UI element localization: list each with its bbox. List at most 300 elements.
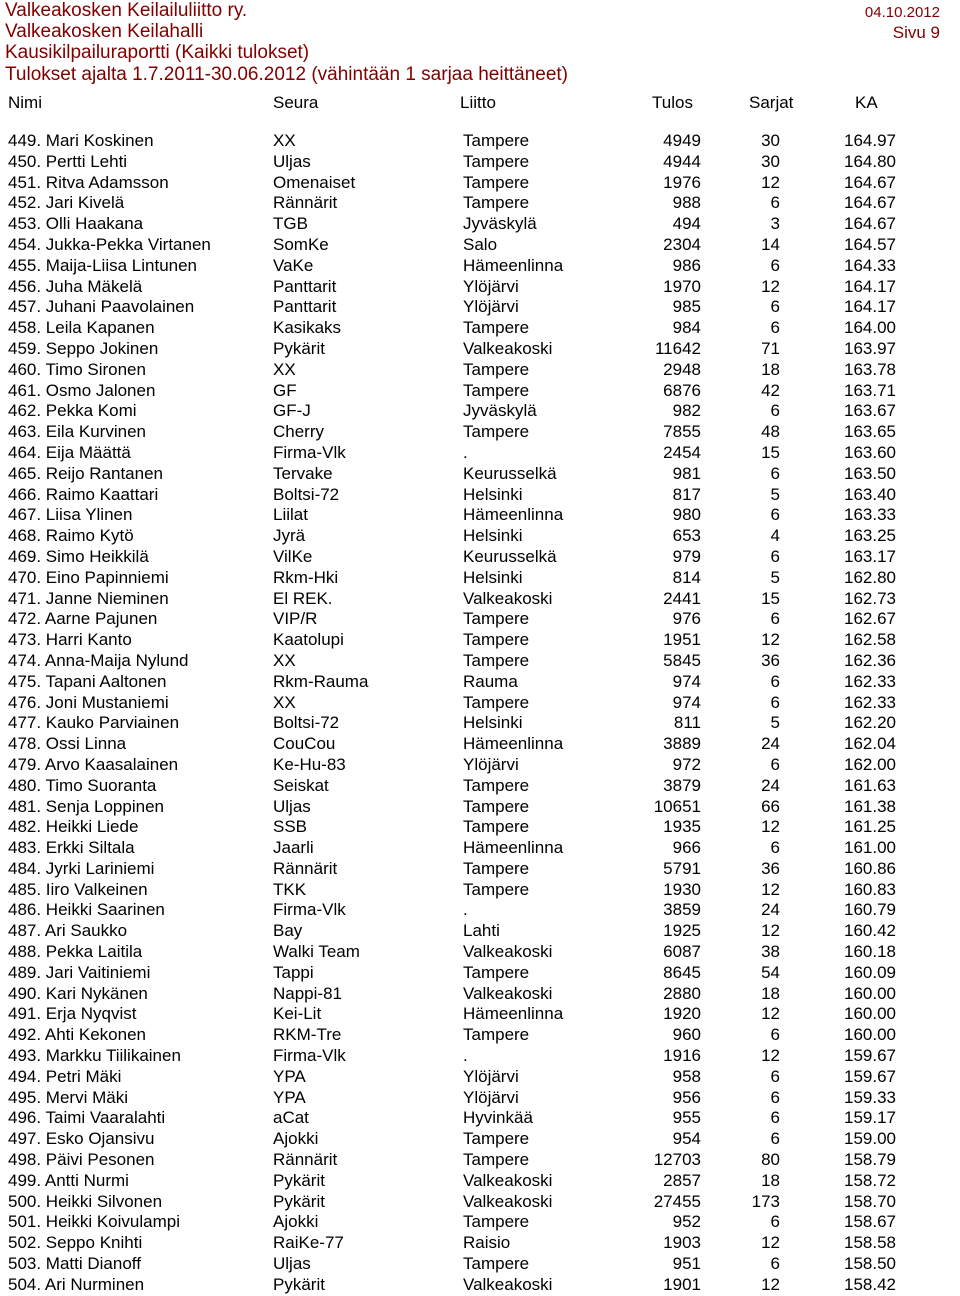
table-row — [0, 817, 960, 838]
association-name: Helsinki — [463, 567, 523, 587]
average-score: 159.67 — [844, 1066, 896, 1086]
series-count: 6 — [770, 692, 780, 712]
association-name: Tampere — [463, 692, 530, 712]
series-count: 12 — [761, 879, 780, 899]
total-pins: 980 — [672, 505, 701, 525]
player-name: 485. Iiro Valkeinen — [8, 879, 148, 899]
series-count: 5 — [770, 567, 780, 587]
series-count: 12 — [761, 921, 780, 941]
average-score: 163.40 — [844, 484, 896, 504]
series-count: 4 — [770, 526, 780, 546]
total-pins: 2880 — [663, 983, 701, 1003]
average-score: 159.67 — [844, 1046, 896, 1066]
total-pins: 5791 — [663, 858, 701, 878]
average-score: 160.00 — [844, 983, 896, 1003]
table-row — [0, 734, 960, 755]
series-count: 6 — [770, 1066, 780, 1086]
average-score: 161.25 — [844, 817, 896, 837]
club-name: CouCou — [273, 734, 336, 754]
series-count: 80 — [761, 1150, 780, 1170]
series-count: 12 — [761, 630, 780, 650]
total-pins: 981 — [672, 463, 701, 483]
total-pins: 12703 — [653, 1150, 701, 1170]
series-count: 6 — [770, 401, 780, 421]
series-count: 18 — [761, 359, 780, 379]
player-name: 461. Osmo Jalonen — [8, 380, 156, 400]
player-name: 449. Mari Koskinen — [8, 131, 154, 150]
series-count: 6 — [770, 1129, 780, 1149]
average-score: 162.04 — [844, 734, 896, 754]
table-row — [0, 1046, 960, 1067]
average-score: 164.00 — [844, 318, 896, 338]
table-row — [0, 422, 960, 443]
average-score: 159.00 — [844, 1129, 896, 1149]
table-row — [0, 1275, 960, 1296]
table-row — [0, 193, 960, 214]
club-name: Panttarit — [273, 276, 337, 296]
total-pins: 5845 — [663, 650, 701, 670]
club-name: Jyrä — [273, 526, 306, 546]
total-pins: 2441 — [663, 588, 701, 608]
player-name: 473. Harri Kanto — [8, 630, 132, 650]
total-pins: 653 — [672, 526, 701, 546]
club-name: XX — [273, 692, 296, 712]
column-header-name: Nimi — [8, 93, 42, 112]
club-name: Rännärit — [273, 858, 338, 878]
total-pins: 3879 — [663, 775, 701, 795]
total-pins: 960 — [672, 1025, 701, 1045]
player-name: 504. Ari Nurminen — [8, 1274, 145, 1294]
total-pins: 817 — [672, 484, 701, 504]
club-name: Ajokki — [273, 1212, 319, 1232]
club-name: TKK — [273, 879, 307, 899]
table-row — [0, 1171, 960, 1192]
club-name: Panttarit — [273, 297, 337, 317]
average-score: 158.50 — [844, 1254, 896, 1274]
club-name: TGB — [273, 214, 308, 234]
club-name: aCat — [273, 1108, 309, 1128]
association-name: Tampere — [463, 193, 530, 213]
club-name: SSB — [273, 817, 308, 837]
table-row — [0, 318, 960, 339]
club-name: RaiKe-77 — [273, 1233, 344, 1253]
series-count: 6 — [770, 609, 780, 629]
association-name: Keurusselkä — [463, 546, 557, 566]
table-row — [0, 152, 960, 173]
table-row — [0, 297, 960, 318]
association-name: Ylöjärvi — [463, 297, 519, 317]
player-name: 458. Leila Kapanen — [8, 318, 155, 338]
series-count: 24 — [761, 734, 780, 754]
total-pins: 972 — [672, 754, 701, 774]
association-name: Valkeakoski — [463, 983, 553, 1003]
association-name: Valkeakoski — [463, 588, 553, 608]
association-name: . — [463, 900, 468, 920]
table-row — [0, 401, 960, 422]
average-score: 162.00 — [844, 754, 896, 774]
table-row — [0, 277, 960, 298]
average-score: 163.60 — [844, 442, 896, 462]
total-pins: 1970 — [663, 276, 701, 296]
table-row — [0, 797, 960, 818]
series-count: 6 — [770, 297, 780, 317]
series-count: 6 — [770, 1108, 780, 1128]
table-row — [0, 609, 960, 630]
player-name: 498. Päivi Pesonen — [8, 1150, 155, 1170]
association-name: Tampere — [463, 796, 530, 816]
association-name: Tampere — [463, 380, 530, 400]
club-name: Tappi — [273, 962, 314, 982]
club-name: Pykärit — [273, 1170, 325, 1190]
player-name: 472. Aarne Pajunen — [8, 609, 158, 629]
player-name: 486. Heikki Saarinen — [8, 900, 165, 920]
org-name: Valkeakosken Keilailuliitto ry. — [5, 0, 248, 21]
table-row — [0, 131, 960, 152]
series-count: 30 — [761, 151, 780, 171]
table-row — [0, 963, 960, 984]
club-name: SomKe — [273, 234, 329, 254]
average-score: 160.83 — [844, 879, 896, 899]
club-name: RKM-Tre — [273, 1025, 342, 1045]
table-row — [0, 921, 960, 942]
average-score: 158.70 — [844, 1191, 896, 1211]
association-name: Valkeakoski — [463, 1170, 553, 1190]
table-row — [0, 1025, 960, 1046]
association-name: Tampere — [463, 817, 530, 837]
association-name: Jyväskylä — [463, 214, 537, 234]
association-name: Hämeenlinna — [463, 1004, 564, 1024]
player-name: 481. Senja Loppinen — [8, 796, 164, 816]
club-name: XX — [273, 359, 296, 379]
association-name: Tampere — [463, 422, 530, 442]
player-name: 501. Heikki Koivulampi — [8, 1212, 180, 1232]
total-pins: 966 — [672, 838, 701, 858]
series-count: 6 — [770, 318, 780, 338]
club-name: Kei-Lit — [273, 1004, 322, 1024]
table-row — [0, 1067, 960, 1088]
association-name: Tampere — [463, 962, 530, 982]
table-row — [0, 1129, 960, 1150]
average-score: 162.73 — [844, 588, 896, 608]
average-score: 160.86 — [844, 858, 896, 878]
club-name: Uljas — [273, 796, 311, 816]
player-name: 455. Maija-Liisa Lintunen — [8, 255, 198, 275]
column-header-association: Liitto — [460, 93, 496, 112]
column-header-average: KA — [855, 93, 878, 112]
total-pins: 2857 — [663, 1170, 701, 1190]
club-name: VaKe — [273, 255, 314, 275]
average-score: 164.67 — [844, 172, 896, 192]
average-score: 160.42 — [844, 921, 896, 941]
average-score: 163.67 — [844, 401, 896, 421]
association-name: Ylöjärvi — [463, 276, 519, 296]
table-row — [0, 443, 960, 464]
series-count: 66 — [761, 796, 780, 816]
table-row — [0, 485, 960, 506]
average-score: 163.97 — [844, 338, 896, 358]
series-count: 6 — [770, 1254, 780, 1274]
average-score: 160.79 — [844, 900, 896, 920]
total-pins: 7855 — [663, 422, 701, 442]
total-pins: 1930 — [663, 879, 701, 899]
series-count: 24 — [761, 775, 780, 795]
series-count: 15 — [761, 588, 780, 608]
series-count: 18 — [761, 983, 780, 1003]
total-pins: 954 — [672, 1129, 701, 1149]
club-name: Uljas — [273, 1254, 311, 1274]
total-pins: 1920 — [663, 1004, 701, 1024]
player-name: 457. Juhani Paavolainen — [8, 297, 195, 317]
club-name: XX — [273, 650, 296, 670]
average-score: 162.80 — [844, 567, 896, 587]
player-name: 450. Pertti Lehti — [8, 151, 128, 171]
average-score: 164.97 — [844, 131, 896, 150]
series-count: 6 — [770, 505, 780, 525]
average-score: 161.38 — [844, 796, 896, 816]
table-row — [0, 942, 960, 963]
average-score: 162.33 — [844, 671, 896, 691]
club-name: Firma-Vlk — [273, 1046, 346, 1066]
table-row — [0, 173, 960, 194]
total-pins: 27455 — [653, 1191, 701, 1211]
table-row — [0, 900, 960, 921]
total-pins: 952 — [672, 1212, 701, 1232]
average-score: 162.33 — [844, 692, 896, 712]
club-name: VIP/R — [273, 609, 318, 629]
association-name: Tampere — [463, 879, 530, 899]
association-name: Tampere — [463, 151, 530, 171]
series-count: 24 — [761, 900, 780, 920]
series-count: 30 — [761, 131, 780, 150]
player-name: 476. Joni Mustaniemi — [8, 692, 169, 712]
table-row — [0, 1192, 960, 1213]
player-name: 477. Kauko Parviainen — [8, 713, 180, 733]
club-name: VilKe — [273, 546, 313, 566]
series-count: 48 — [761, 422, 780, 442]
average-score: 161.63 — [844, 775, 896, 795]
table-row — [0, 381, 960, 402]
association-name: Hämeenlinna — [463, 838, 564, 858]
club-name: Rkm-Rauma — [273, 671, 369, 691]
club-name: Firma-Vlk — [273, 442, 346, 462]
table-row — [0, 1150, 960, 1171]
average-score: 162.67 — [844, 609, 896, 629]
average-score: 163.17 — [844, 546, 896, 566]
player-name: 502. Seppo Knihti — [8, 1233, 143, 1253]
series-count: 5 — [770, 713, 780, 733]
association-name: Tampere — [463, 1150, 530, 1170]
series-count: 12 — [761, 172, 780, 192]
series-count: 54 — [761, 962, 780, 982]
series-count: 3 — [770, 214, 780, 234]
player-name: 499. Antti Nurmi — [8, 1170, 129, 1190]
player-name: 468. Raimo Kytö — [8, 526, 134, 546]
table-row — [0, 838, 960, 859]
player-name: 487. Ari Saukko — [8, 921, 128, 941]
series-count: 12 — [761, 1274, 780, 1294]
total-pins: 4944 — [663, 151, 701, 171]
association-name: Helsinki — [463, 484, 523, 504]
average-score: 160.09 — [844, 962, 896, 982]
table-row — [0, 1004, 960, 1025]
club-name: Kaatolupi — [273, 630, 344, 650]
club-name: GF-J — [273, 401, 311, 421]
total-pins: 11642 — [654, 338, 701, 358]
player-name: 469. Simo Heikkilä — [8, 546, 149, 566]
player-name: 500. Heikki Silvonen — [8, 1191, 163, 1211]
total-pins: 958 — [672, 1066, 701, 1086]
player-name: 471. Janne Nieminen — [8, 588, 169, 608]
series-count: 6 — [770, 1087, 780, 1107]
player-name: 497. Esko Ojansivu — [8, 1129, 155, 1149]
player-name: 464. Eija Määttä — [8, 442, 131, 462]
total-pins: 982 — [672, 401, 701, 421]
association-name: . — [463, 1046, 468, 1066]
table-row — [0, 505, 960, 526]
series-count: 6 — [770, 255, 780, 275]
results-table — [0, 131, 960, 1296]
series-count: 12 — [761, 1046, 780, 1066]
player-name: 465. Reijo Rantanen — [8, 463, 164, 483]
player-name: 490. Kari Nykänen — [8, 983, 148, 1003]
average-score: 163.71 — [844, 380, 896, 400]
club-name: XX — [273, 131, 296, 150]
player-name: 459. Seppo Jokinen — [8, 338, 159, 358]
total-pins: 811 — [673, 713, 701, 733]
club-name: Pykärit — [273, 1191, 325, 1211]
hall-name: Valkeakosken Keilahalli — [5, 21, 204, 42]
total-pins: 1951 — [663, 630, 701, 650]
player-name: 483. Erkki Siltala — [8, 838, 135, 858]
series-count: 6 — [770, 754, 780, 774]
table-row — [0, 526, 960, 547]
association-name: Ylöjärvi — [463, 1066, 519, 1086]
player-name: 479. Arvo Kaasalainen — [8, 754, 179, 774]
report-date: 04.10.2012 — [864, 4, 940, 21]
club-name: Ke-Hu-83 — [273, 754, 346, 774]
series-count: 6 — [770, 193, 780, 213]
association-name: Tampere — [463, 1025, 530, 1045]
average-score: 164.17 — [844, 297, 896, 317]
table-row — [0, 651, 960, 672]
association-name: Tampere — [463, 630, 530, 650]
association-name: Tampere — [463, 1212, 530, 1232]
club-name: Rännärit — [273, 193, 338, 213]
association-name: Valkeakoski — [463, 1274, 553, 1294]
club-name: Rkm-Hki — [273, 567, 339, 587]
total-pins: 1901 — [663, 1274, 701, 1294]
series-count: 6 — [770, 463, 780, 483]
average-score: 158.67 — [844, 1212, 896, 1232]
total-pins: 986 — [672, 255, 701, 275]
average-score: 163.33 — [844, 505, 896, 525]
club-name: Walki Team — [273, 942, 360, 962]
association-name: Hyvinkää — [463, 1108, 533, 1128]
total-pins: 974 — [672, 692, 701, 712]
club-name: GF — [273, 380, 297, 400]
association-name: Tampere — [463, 775, 530, 795]
average-score: 158.58 — [844, 1233, 896, 1253]
series-count: 5 — [770, 484, 780, 504]
series-count: 15 — [761, 442, 780, 462]
average-score: 162.58 — [844, 630, 896, 650]
club-name: Rännärit — [273, 1150, 338, 1170]
total-pins: 984 — [672, 318, 701, 338]
total-pins: 1925 — [663, 921, 701, 941]
association-name: Ylöjärvi — [463, 1087, 519, 1107]
series-count: 6 — [770, 1025, 780, 1045]
total-pins: 6876 — [663, 380, 701, 400]
club-name: Pykärit — [273, 338, 325, 358]
association-name: Tampere — [463, 1254, 530, 1274]
report-period: Tulokset ajalta 1.7.2011-30.06.2012 (vähintään 1 sarjaa heittäneet) — [5, 64, 568, 85]
average-score: 163.25 — [844, 526, 896, 546]
average-score: 159.17 — [844, 1108, 896, 1128]
table-row — [0, 755, 960, 776]
average-score: 158.79 — [844, 1150, 896, 1170]
table-row — [0, 256, 960, 277]
total-pins: 4949 — [663, 131, 701, 150]
player-name: 491. Erja Nyqvist — [8, 1004, 137, 1024]
club-name: Kasikaks — [273, 318, 342, 338]
table-row — [0, 630, 960, 651]
average-score: 160.00 — [844, 1004, 896, 1024]
series-count: 36 — [761, 650, 780, 670]
association-name: Hämeenlinna — [463, 734, 564, 754]
total-pins: 955 — [672, 1108, 701, 1128]
total-pins: 979 — [672, 546, 701, 566]
club-name: Ajokki — [273, 1129, 319, 1149]
series-count: 71 — [761, 338, 780, 358]
average-score: 164.80 — [844, 151, 896, 171]
series-count: 12 — [761, 1233, 780, 1253]
player-name: 454. Jukka-Pekka Virtanen — [8, 234, 211, 254]
total-pins: 2304 — [663, 234, 701, 254]
total-pins: 1976 — [663, 172, 701, 192]
average-score: 164.67 — [844, 193, 896, 213]
total-pins: 1903 — [663, 1233, 701, 1253]
table-row — [0, 1108, 960, 1129]
series-count: 6 — [770, 671, 780, 691]
club-name: Nappi-81 — [273, 983, 342, 1003]
player-name: 478. Ossi Linna — [8, 734, 127, 754]
club-name: Uljas — [273, 151, 311, 171]
average-score: 163.50 — [844, 463, 896, 483]
player-name: 451. Ritva Adamsson — [8, 172, 169, 192]
total-pins: 985 — [672, 297, 701, 317]
association-name: Lahti — [463, 921, 500, 941]
player-name: 460. Timo Sironen — [8, 359, 146, 379]
club-name: Tervake — [273, 463, 333, 483]
table-row — [0, 713, 960, 734]
series-count: 12 — [761, 1004, 780, 1024]
average-score: 162.36 — [844, 650, 896, 670]
total-pins: 8645 — [663, 962, 701, 982]
average-score: 161.00 — [844, 838, 896, 858]
average-score: 164.57 — [844, 234, 896, 254]
association-name: Tampere — [463, 359, 530, 379]
club-name: Bay — [273, 921, 303, 941]
series-count: 14 — [761, 234, 780, 254]
average-score: 160.00 — [844, 1025, 896, 1045]
table-row — [0, 339, 960, 360]
column-header-club: Seura — [273, 93, 319, 112]
series-count: 12 — [761, 276, 780, 296]
player-name: 480. Timo Suoranta — [8, 775, 157, 795]
report-title: Kausikilpailuraportti (Kaikki tulokset) — [5, 42, 310, 63]
table-row — [0, 547, 960, 568]
total-pins: 10651 — [653, 796, 701, 816]
